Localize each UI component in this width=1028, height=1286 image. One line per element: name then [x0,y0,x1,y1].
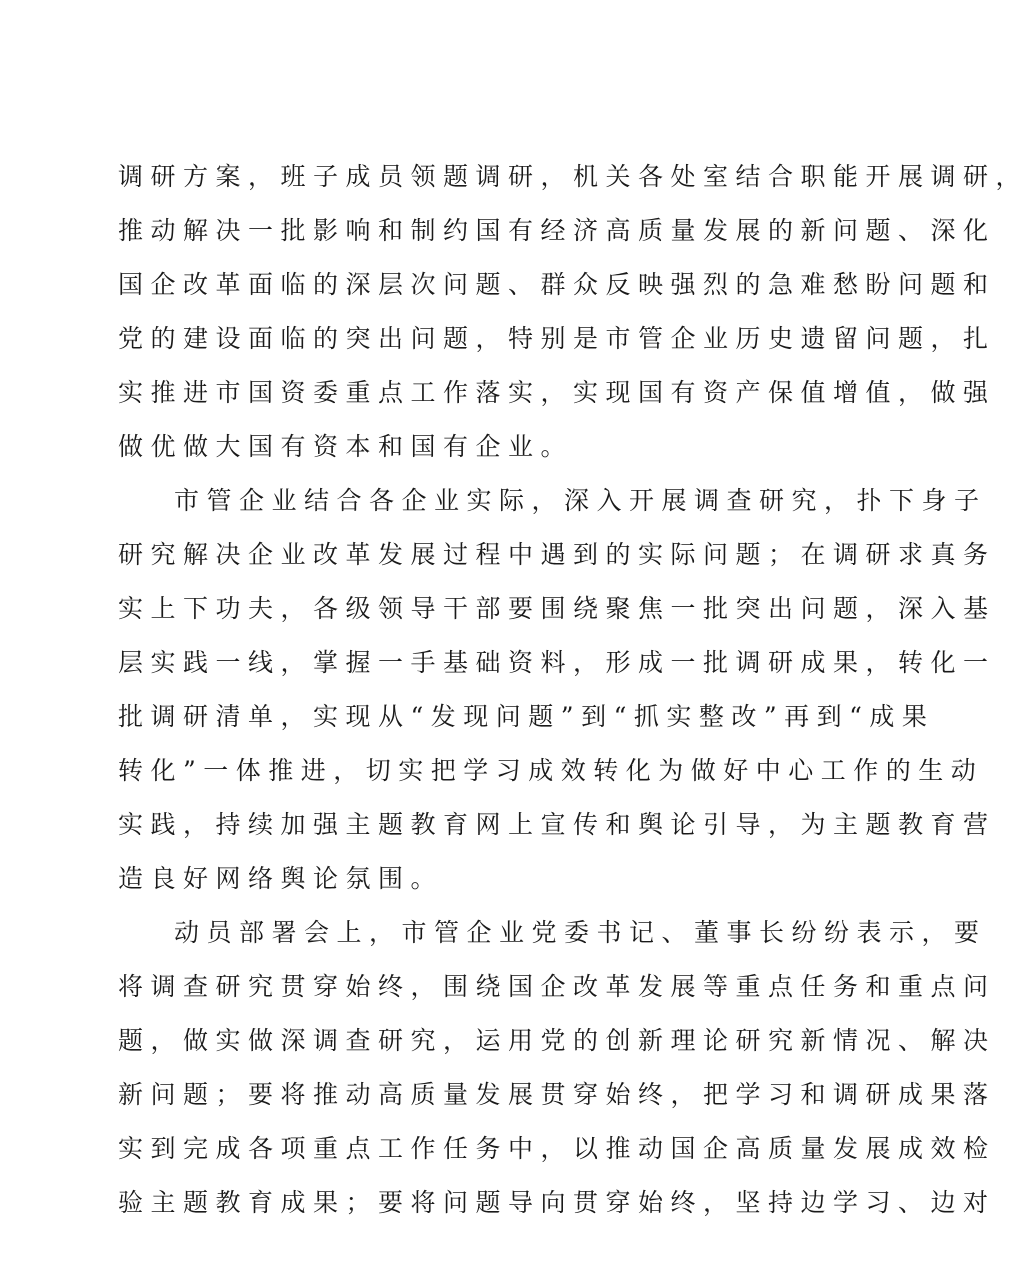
text-line: 动员部署会上，市管企业党委书记、董事长纷纷表示，要 [174,918,987,947]
text-line: 将调查研究贯穿始终，围绕国企改革发展等重点任务和重点问 [118,972,996,1001]
text-line: 转化”一体推进，切实把学习成效转化为做好中心工作的生动 [118,756,984,785]
text-line: 推动解决一批影响和制约国有经济高质量发展的新问题、深化 [118,216,996,245]
text-line: 题，做实做深调查研究，运用党的创新理论研究新情况、解决 [118,1026,996,1055]
paragraph-1 [118,150,1028,474]
text-line: 做优做大国有资本和国有企业。 [118,432,574,461]
text-line: 层实践一线，掌握一手基础资料，形成一批调研成果，转化一 [118,648,996,677]
text-line: 研究解决企业改革发展过程中遇到的实际问题；在调研求真务 [118,540,996,569]
text-line: 实推进市国资委重点工作落实，实现国有资产保值增值，做强 [118,378,996,407]
text-line: 批调研清单，实现从“发现问题”到“抓实整改”再到“成果 [118,702,935,731]
text-line: 市管企业结合各企业实际，深入开展调查研究，扑下身子 [174,486,987,515]
document-body [118,150,1028,1230]
text-line: 新问题；要将推动高质量发展贯穿始终，把学习和调研成果落 [118,1080,996,1109]
text-line: 实上下功夫，各级领导干部要围绕聚焦一批突出问题，深入基 [118,594,996,623]
text-line: 党的建设面临的突出问题，特别是市管企业历史遗留问题，扎 [118,324,996,353]
text-line: 国企改革面临的深层次问题、群众反映强烈的急难愁盼问题和 [118,270,996,299]
text-line: 调研方案，班子成员领题调研，机关各处室结合职能开展调研， [118,162,1028,191]
paragraph-2 [118,474,996,906]
text-line: 造良好网络舆论氛围。 [118,864,444,893]
text-line: 验主题教育成果；要将问题导向贯穿始终，坚持边学习、边对 [118,1188,996,1217]
text-line: 实到完成各项重点工作任务中，以推动国企高质量发展成效检 [118,1134,996,1163]
text-line: 实践，持续加强主题教育网上宣传和舆论引导，为主题教育营 [118,810,996,839]
paragraph-3 [118,906,996,1230]
